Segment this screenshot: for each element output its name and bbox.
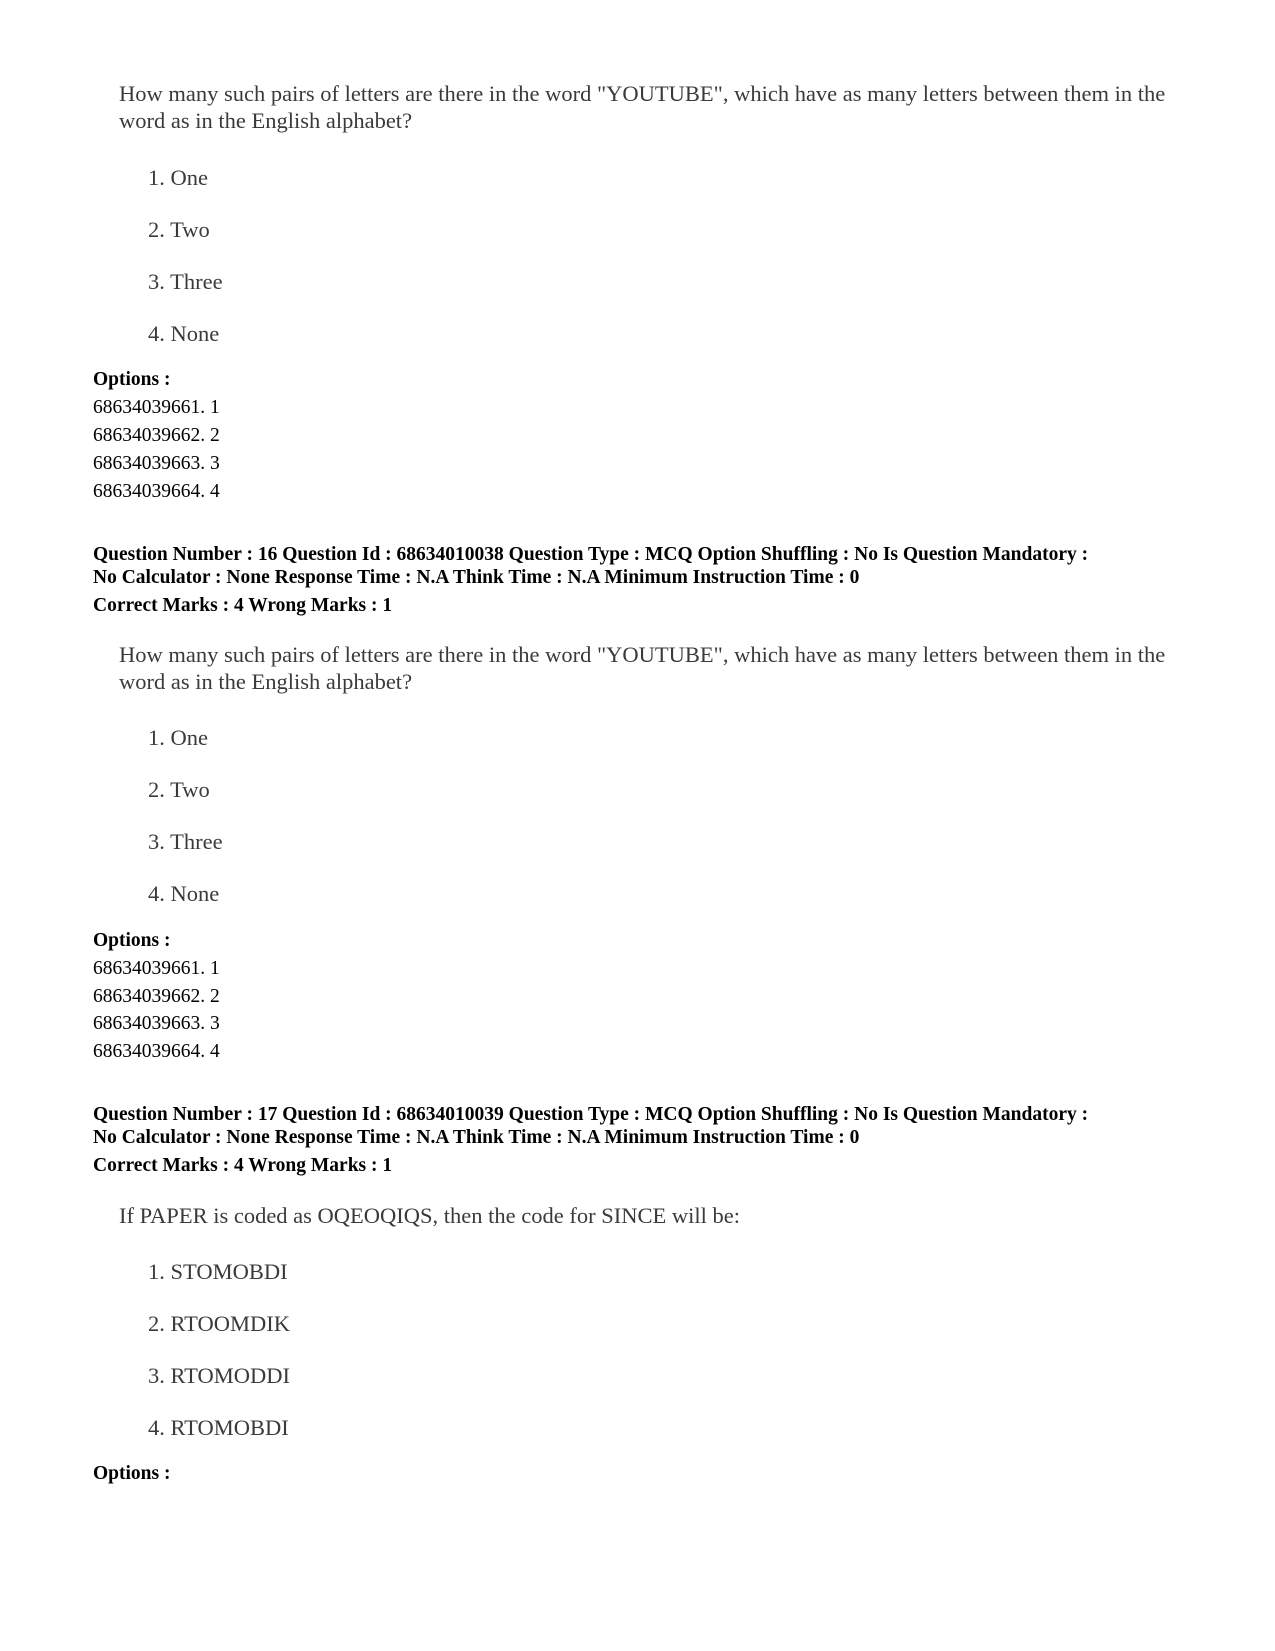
choice-1: 1. STOMOBDI bbox=[148, 1259, 288, 1284]
choice-4: 4. None bbox=[148, 321, 220, 346]
option-id-2: 68634039662. 2 bbox=[93, 425, 220, 446]
choice-1: 1. One bbox=[148, 165, 208, 190]
question-header-line-1: Question Number : 17 Question Id : 68634010039 Question Type : MCQ Option Shuffling : No Is Question Mandatory : bbox=[93, 1104, 1089, 1125]
option-id-1: 68634039661. 1 bbox=[93, 397, 220, 418]
question-marks: Correct Marks : 4 Wrong Marks : 1 bbox=[93, 1155, 393, 1176]
question-header-line-2: No Calculator : None Response Time : N.A Think Time : N.A Minimum Instruction Time : 0 bbox=[93, 567, 860, 588]
choice-3: 3. Three bbox=[148, 269, 223, 294]
options-label: Options : bbox=[93, 1463, 171, 1484]
choice-2: 2. Two bbox=[148, 217, 210, 242]
question-header-line-1: Question Number : 16 Question Id : 68634010038 Question Type : MCQ Option Shuffling : No Is Question Mandatory : bbox=[93, 544, 1089, 565]
question-text: How many such pairs of letters are there in the word "YOUTUBE", which have as many letters between them in the word as in the English alphabet? bbox=[119, 642, 1166, 694]
choice-3: 3. RTOMODDI bbox=[148, 1363, 290, 1388]
question-text: If PAPER is coded as OQEOQIQS, then the code for SINCE will be: bbox=[119, 1203, 740, 1228]
option-id-3: 68634039663. 3 bbox=[93, 1013, 220, 1034]
option-id-1: 68634039661. 1 bbox=[93, 958, 220, 979]
question-marks: Correct Marks : 4 Wrong Marks : 1 bbox=[93, 595, 393, 616]
choice-2: 2. RTOOMDIK bbox=[148, 1311, 290, 1336]
choice-1: 1. One bbox=[148, 725, 208, 750]
options-label: Options : bbox=[93, 930, 171, 951]
choice-4: 4. RTOMOBDI bbox=[148, 1415, 289, 1440]
choice-2: 2. Two bbox=[148, 777, 210, 802]
option-id-2: 68634039662. 2 bbox=[93, 986, 220, 1007]
choice-4: 4. None bbox=[148, 881, 220, 906]
question-header-line-2: No Calculator : None Response Time : N.A Think Time : N.A Minimum Instruction Time : 0 bbox=[93, 1127, 860, 1148]
options-label: Options : bbox=[93, 369, 171, 390]
option-id-4: 68634039664. 4 bbox=[93, 481, 220, 502]
option-id-3: 68634039663. 3 bbox=[93, 453, 220, 474]
choice-3: 3. Three bbox=[148, 829, 223, 854]
option-id-4: 68634039664. 4 bbox=[93, 1041, 220, 1062]
question-text: How many such pairs of letters are there in the word "YOUTUBE", which have as many letters between them in the word as in the English alphabet? bbox=[119, 81, 1166, 133]
